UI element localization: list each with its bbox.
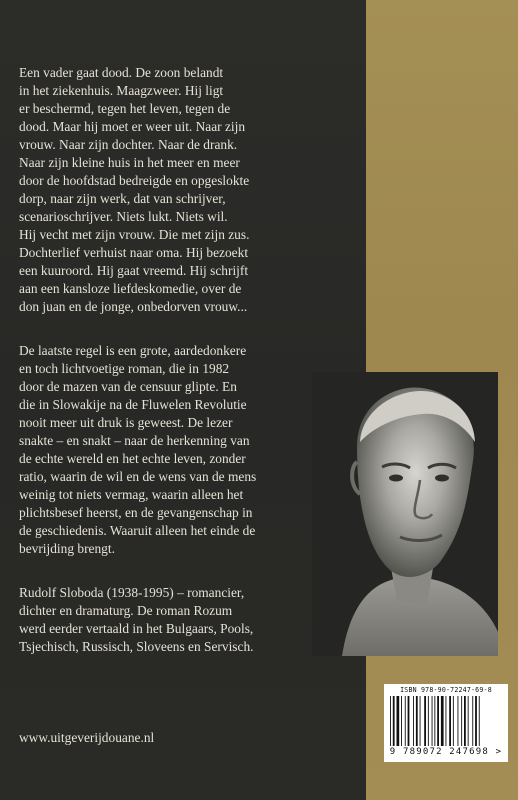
barcode-bar [432,696,433,746]
description-line: de geschiedenis. Waaruit alleen het einde de [19,523,256,538]
blurb-line: Een vader gaat dood. De zoon belandt [19,65,224,80]
description-line: ratio, waarin de wil en de wens van de mens [19,469,257,484]
barcode-bar [453,696,454,746]
description-line: plichtsbesef heerst, en de gevangenschap in [19,505,253,520]
barcode-digits: 9 789072 247698 > [389,747,503,757]
blurb-line: vrouw. Naar zijn dochter. Naar de drank. [19,137,238,152]
barcode-bar [446,696,447,746]
barcode-bars [388,696,504,748]
blurb-line: in het ziekenhuis. Maagzweer. Hij ligt [19,83,224,98]
blurb-line: een kuuroord. Hij gaat vreemd. Hij schrijft [19,263,249,278]
blurb-line: aan een kansloze liefdeskomedie, over de [19,281,242,296]
barcode-bar [434,696,435,746]
isbn-barcode [384,684,508,762]
blurb-line: don juan en de jonge, onbedorven vrouw... [19,299,248,314]
barcode-bar [449,696,451,746]
barcode-bar [405,696,406,746]
isbn-label: ISBN 978-90-72247-69-8 [400,686,492,694]
barcode-bar [424,696,426,746]
blurb-line: er beschermd, tegen het leven, tegen de [19,101,231,116]
description-line: die in Slowakije na de Fluwelen Revolutie [19,397,247,412]
description-paragraph [19,342,349,558]
blurb-line: dorp, naar zijn werk, dat van schrijver, [19,191,226,206]
barcode-bar [390,696,391,746]
description-line: nooit meer uit druk is geweest. De lezer [19,415,233,430]
blurb-line: door de hoofdstad bedreigde en opgeslokte [19,173,250,188]
barcode-bar [397,696,400,746]
blurb-line: Dochterlief verhuist naar oma. Hij bezoekt [19,245,249,260]
barcode-bar [393,696,395,746]
barcode-bar [458,696,459,746]
barcode-bar [468,696,469,746]
publisher-website: www.uitgeverijdouane.nl [19,730,155,745]
blurb-line: Hij vecht met zijn vrouw. Die met zijn zus. [19,227,250,242]
author-bio-paragraph [19,584,349,656]
description-line: De laatste regel is een grote, aardedonkere [19,343,247,358]
blurb-line: scenarioschrijver. Niets lukt. Niets wil. [19,209,228,224]
barcode-bar [437,696,439,746]
bio-line: Rudolf Sloboda (1938-1995) – romancier, [19,585,245,600]
barcode-bar [408,696,410,746]
description-line: bevrijding brengt. [19,541,115,556]
description-line: en toch lichtvoetige roman, die in 1982 [19,361,230,376]
blurb-line: Naar zijn kleine huis in het meer en meer [19,155,240,170]
barcode-bar [472,696,473,746]
barcode-bar [401,696,402,746]
blurb-paragraph [19,64,349,316]
bio-line: Tsjechisch, Russisch, Sloveens en Servisch. [19,639,254,654]
barcode-bar [464,696,466,746]
barcode-bar [441,696,444,746]
description-line: de echte wereld en het echte leven, zonder [19,451,246,466]
barcode-bar [428,696,429,746]
barcode-bar [475,696,477,746]
blurb-line: dood. Maar hij moet er weer uit. Naar zijn [19,119,246,134]
barcode-bar [420,696,421,746]
barcode-bar [416,696,418,746]
description-line: door de mazen van de censuur glipte. En [19,379,237,394]
bio-line: werd eerder vertaald in het Bulgaars, Pools, [19,621,254,636]
description-line: weinig tot niets vermag, waarin alleen het [19,487,244,502]
description-line: snakte – en snakt – naar de herkenning van [19,433,250,448]
barcode-bar [479,696,480,746]
author-photo [312,372,498,656]
barcode-bar [461,696,462,746]
barcode-bar [413,696,414,746]
bio-line: dichter en dramaturg. De roman Rozum [19,603,233,618]
